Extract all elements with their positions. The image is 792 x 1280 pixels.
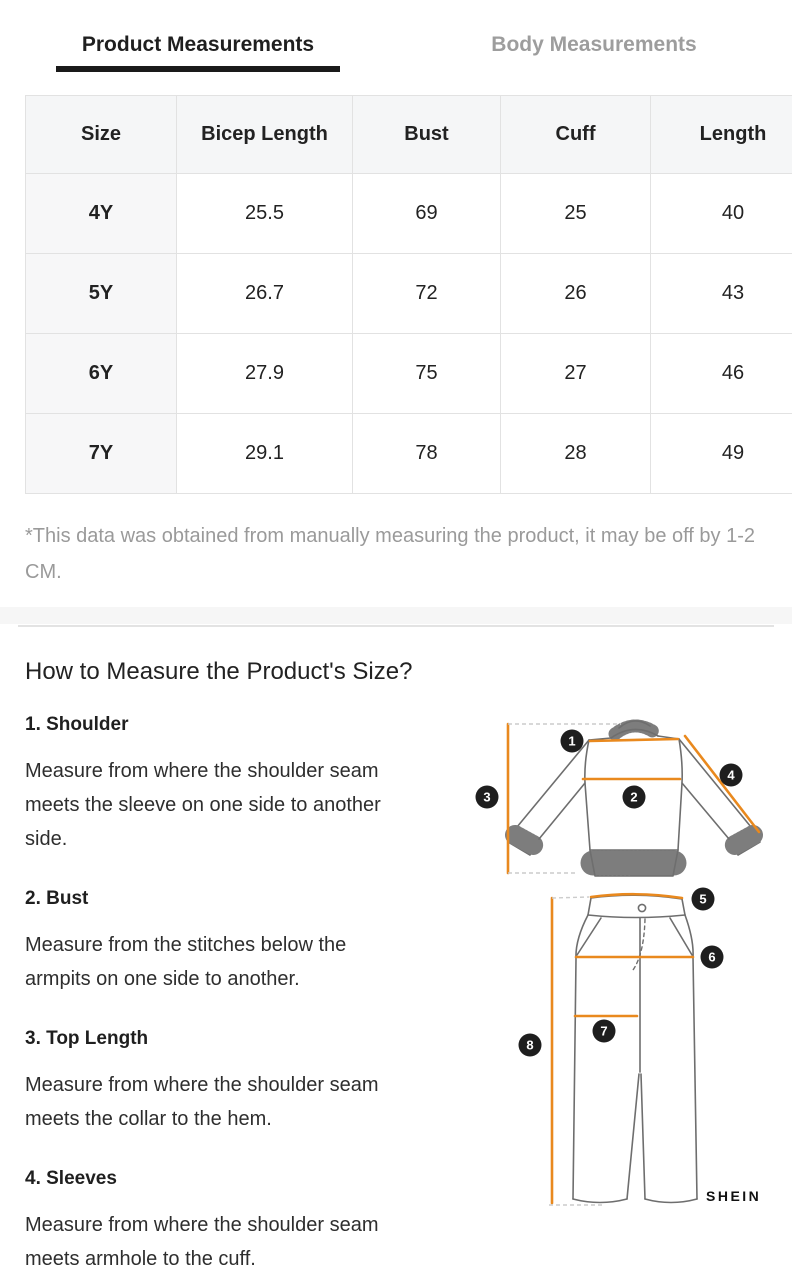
shein-logo: SHEIN: [706, 1188, 762, 1204]
product-measurements-table: [25, 95, 792, 494]
value-cell: 40: [651, 174, 792, 254]
value-cell: 72: [353, 254, 501, 334]
value-cell: 25.5: [177, 174, 353, 254]
value-cell: 27.9: [177, 334, 353, 414]
pants-right-pocket: [670, 918, 692, 955]
step-description: Measure from where the shoulder seam meets the sleeve on one side to another side.: [25, 760, 381, 850]
measure-line-4-sleeves: [685, 736, 759, 832]
step-label: 4. Sleeves: [25, 1168, 117, 1189]
size-cell: 5Y: [26, 254, 177, 334]
svg-text:3: 3: [483, 789, 491, 805]
diagram-badge-3: [476, 786, 499, 809]
size-cell: 7Y: [26, 414, 177, 494]
svg-text:8: 8: [526, 1037, 534, 1053]
header-cell-length: Length: [651, 96, 792, 174]
header-cell-size: Size: [26, 96, 177, 174]
value-cell: 26: [501, 254, 651, 334]
step-description: Measure from where the shoulder seam meets the collar to the hem.: [25, 1074, 379, 1130]
value-cell: 75: [353, 334, 501, 414]
svg-text:4: 4: [727, 767, 735, 783]
value-cell: 29.1: [177, 414, 353, 494]
tab-product-measurements-label: Product Measurements: [56, 30, 340, 72]
value-cell: 46: [651, 334, 792, 414]
diagram-badge-4: [720, 764, 743, 787]
sweater-left-sleeve: [517, 740, 589, 827]
svg-text:2: 2: [630, 789, 638, 805]
size-cell: 6Y: [26, 334, 177, 414]
size-cell: 4Y: [26, 174, 177, 254]
value-cell: 28: [501, 414, 651, 494]
step-label: 1. Shoulder: [25, 714, 129, 735]
table-header-row: [26, 96, 792, 174]
sweater-left-cuff-rib: [515, 835, 535, 846]
diagram-badge-7: [593, 1020, 616, 1043]
step-label: 3. Top Length: [25, 1028, 149, 1049]
step-label: 2. Bust: [25, 888, 89, 909]
value-cell: 26.7: [177, 254, 353, 334]
header-cell-bicep-length: Bicep Length: [177, 96, 353, 174]
measurement-tabs: [0, 30, 792, 72]
value-cell: 25: [501, 174, 651, 254]
header-cell-bust: Bust: [353, 96, 501, 174]
sweater-right-cuff-rib: [733, 835, 753, 846]
pants-left-pocket: [577, 918, 601, 955]
value-cell: 78: [353, 414, 501, 494]
table-row: [26, 254, 792, 334]
measure-step-4: [25, 1168, 410, 1276]
svg-text:7: 7: [600, 1023, 608, 1039]
svg-text:6: 6: [708, 949, 716, 965]
tab-body-measurements[interactable]: [396, 30, 792, 72]
tab-product-measurements[interactable]: [0, 30, 396, 72]
diagram-badge-8: [519, 1034, 542, 1057]
step-description: Measure from where the shoulder seam meets armhole to the cuff.: [25, 1214, 379, 1270]
table-row: [26, 414, 792, 494]
measure-line-5-waist: [591, 894, 682, 898]
diagram-badge-5: [692, 888, 715, 911]
table-row: [26, 334, 792, 414]
how-to-measure-title: How to Measure the Product's Size?: [25, 658, 413, 685]
value-cell: 49: [651, 414, 792, 494]
section-divider-line: [18, 625, 774, 627]
diagram-badge-6: [701, 946, 724, 969]
measure-steps: [25, 714, 410, 1280]
measure-step-3: [25, 1028, 410, 1136]
svg-text:1: 1: [568, 733, 576, 749]
pants-fly-seam: [633, 919, 645, 970]
step-description: Measure from the stitches below the armpits on one side to another.: [25, 934, 347, 990]
header-cell-cuff: Cuff: [501, 96, 651, 174]
table-row: [26, 174, 792, 254]
svg-text:5: 5: [699, 891, 707, 907]
value-cell: 43: [651, 254, 792, 334]
diagram-badge-1: [561, 730, 584, 753]
sweater-right-sleeve: [679, 739, 751, 827]
measurement-disclaimer: *This data was obtained from manually measuring the product, it may be off by 1-2 CM.: [25, 525, 756, 583]
measurement-diagram: [463, 698, 792, 1233]
diagram-badge-2: [623, 786, 646, 809]
section-divider-band: [0, 607, 792, 624]
value-cell: 69: [353, 174, 501, 254]
value-cell: 27: [501, 334, 651, 414]
measure-step-1: [25, 714, 410, 856]
pants-illustration: [573, 895, 697, 1202]
tab-body-measurements-label: Body Measurements: [491, 33, 697, 56]
measure-step-2: [25, 888, 410, 996]
pants-button: [638, 904, 645, 911]
